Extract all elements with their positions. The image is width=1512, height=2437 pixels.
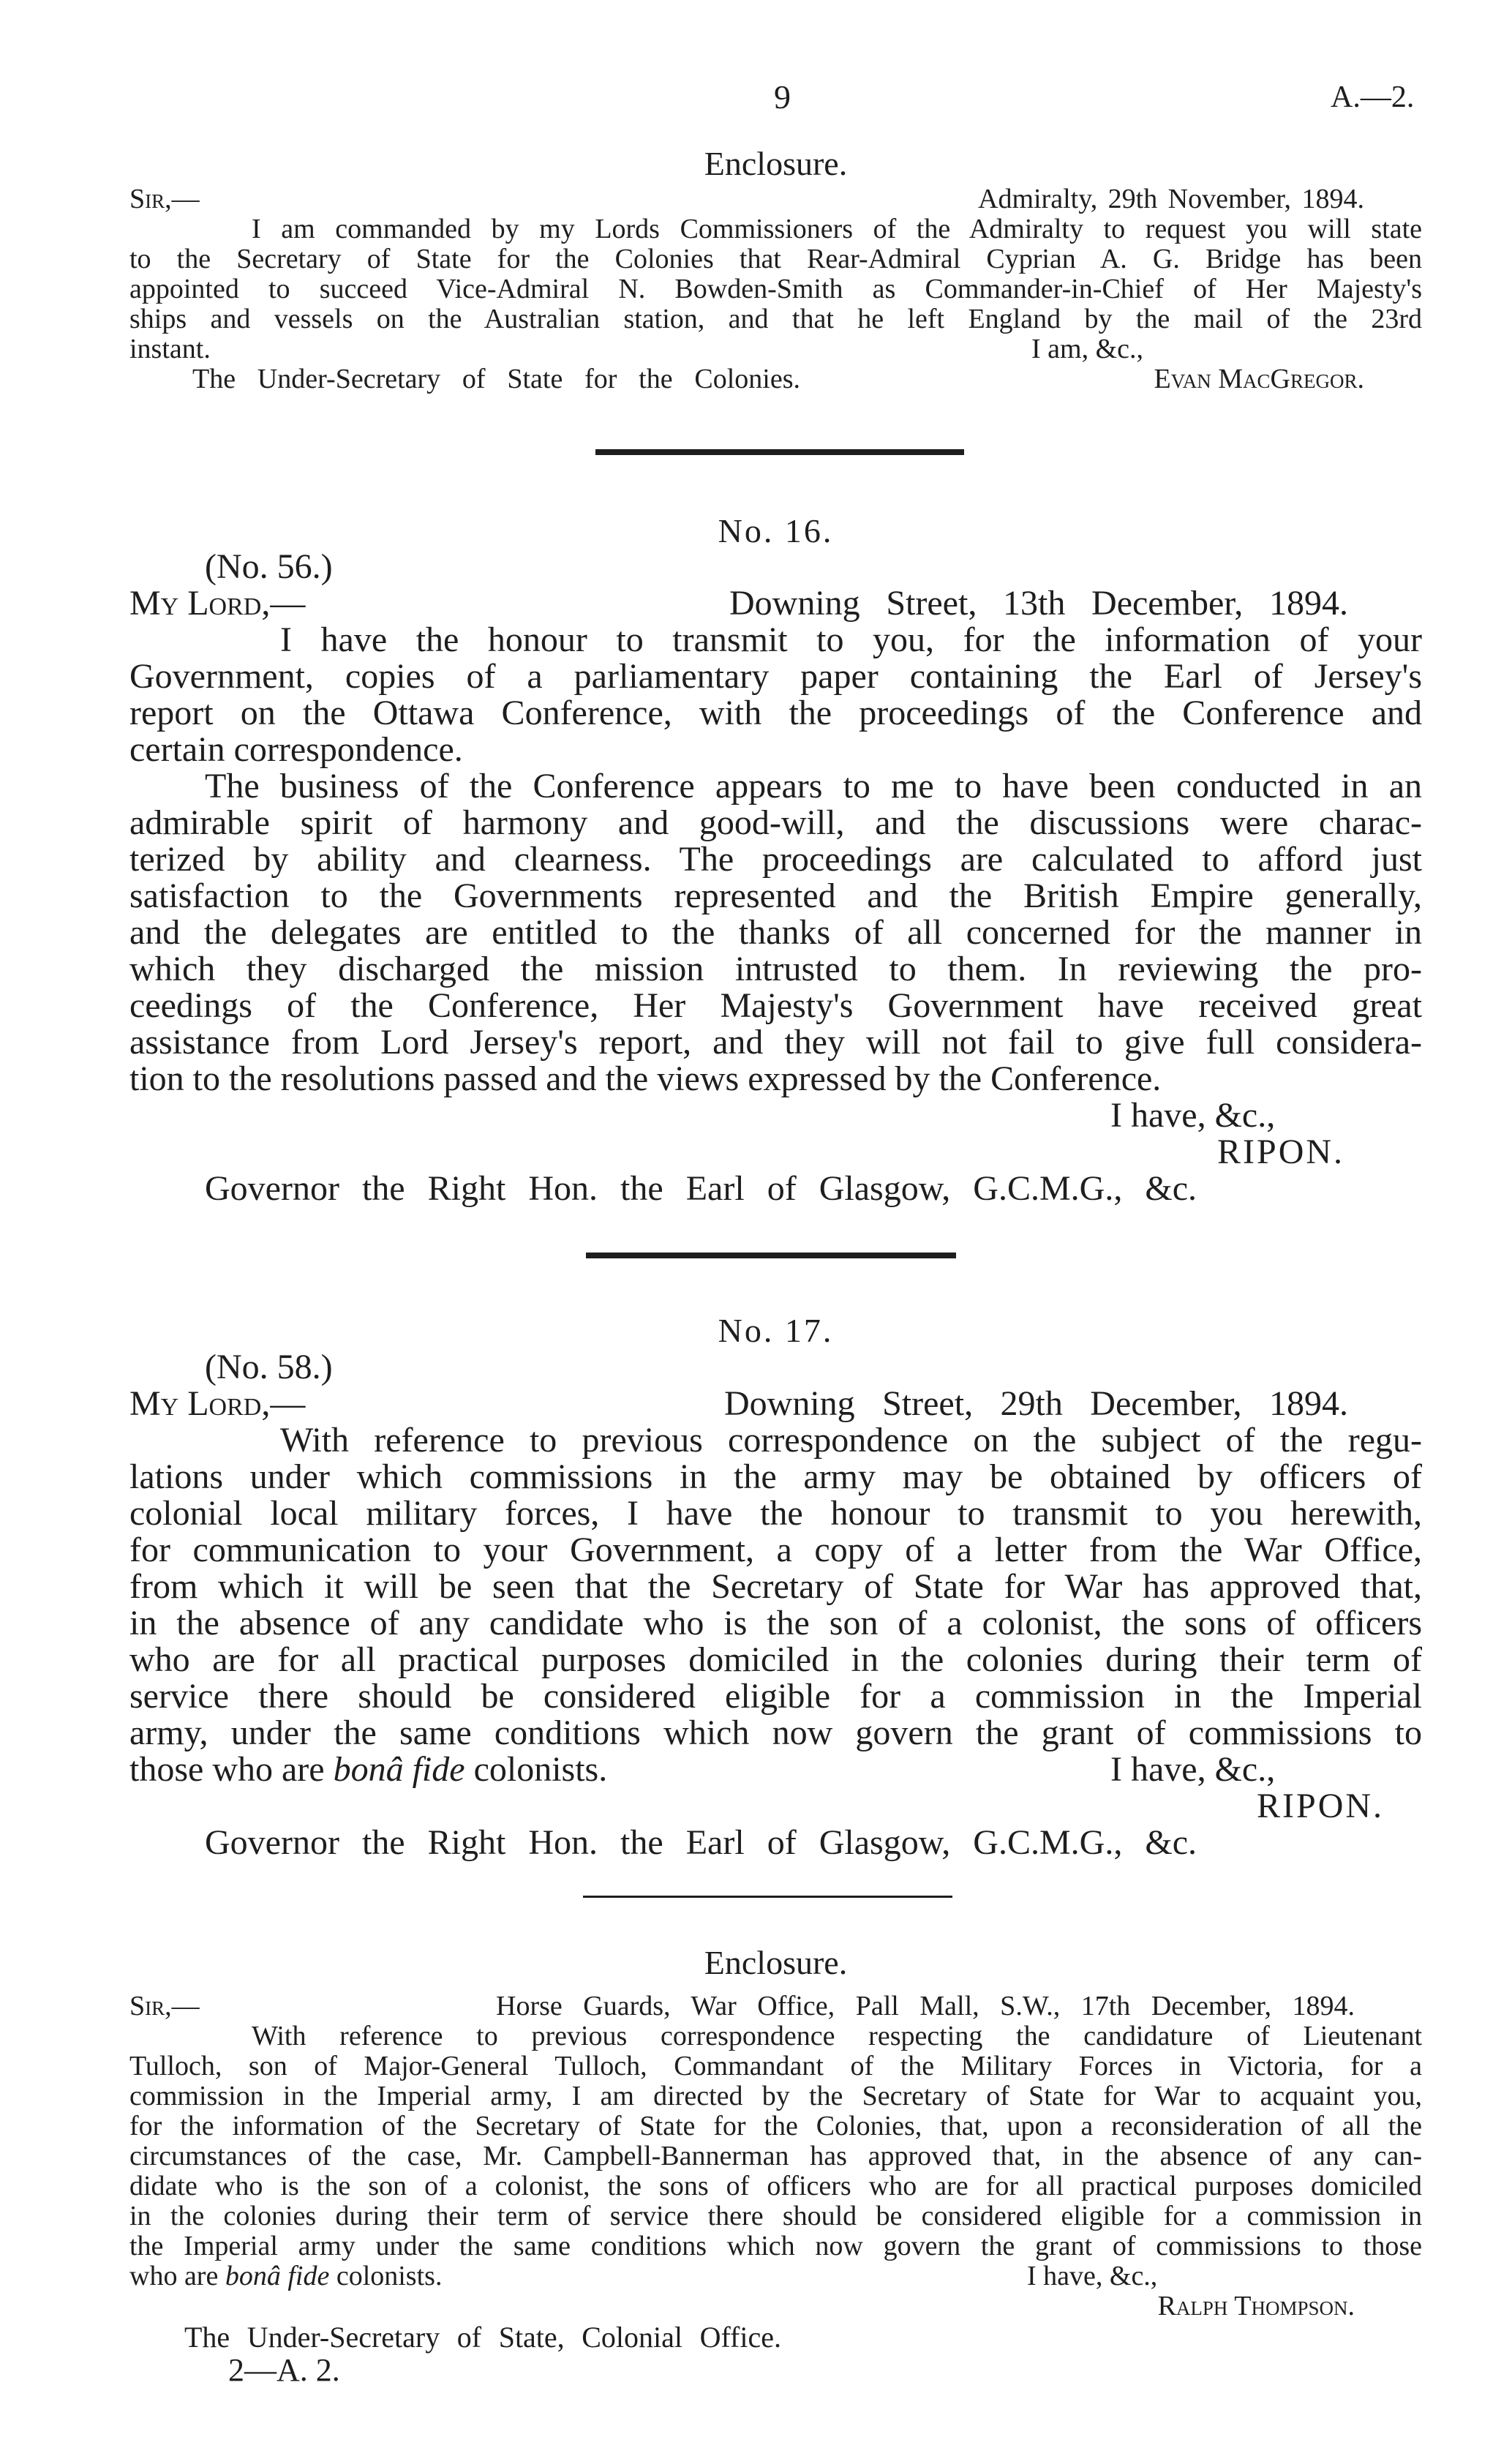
addressee: Governor the Right Hon. the Earl of Glasgow, G.C.M.G., &c.: [205, 1169, 1197, 1208]
body-line: from which it will be seen that the Secretary of State for War has approved that,: [129, 1567, 1422, 1606]
body-line: ceedings of the Conference, Her Majesty's Government have received great: [129, 986, 1422, 1025]
signature: RIPON.: [1217, 1133, 1345, 1171]
signature-row: [129, 1788, 1422, 1825]
signature-row: [129, 1134, 1422, 1171]
body-line: report on the Ottawa Conference, with the proceedings of the Conference and: [129, 694, 1422, 732]
addressee: Governor the Right Hon. the Earl of Glasgow, G.C.M.G., &c.: [205, 1823, 1197, 1862]
addressee-row: [129, 1825, 1422, 1861]
body-line: commission in the Imperial army, I am directed by the Secretary of State for War to acquaint you,: [129, 2081, 1422, 2111]
body-line: to the Secretary of State for the Colonies that Rear-Admiral Cyprian A. G. Bridge has been: [129, 244, 1422, 274]
salutation: My Lord,—: [129, 584, 306, 623]
page-header: [0, 79, 1512, 116]
body-line: terized by ability and clearness. The proceedings are calculated to afford just: [129, 840, 1422, 879]
last-line-text: who are: [129, 2261, 225, 2291]
body-line: satisfaction to the Governments represented and the British Empire generally,: [129, 876, 1422, 915]
body-line: circumstances of the case, Mr. Campbell-Bannerman has approved that, in the absence of any can-: [129, 2141, 1422, 2171]
body-line: didate who is the son of a colonist, the sons of officers who are for all practical purposes domiciled: [129, 2171, 1422, 2201]
body-line: assistance from Lord Jersey's report, and they will not fail to give full considera-: [129, 1023, 1422, 1062]
italic-phrase: bonâ fide: [225, 2261, 330, 2291]
salutation-row: [129, 184, 1422, 214]
signature: RIPON.: [1257, 1787, 1385, 1825]
letter-number: No. 16.: [718, 512, 834, 549]
enclosure-title: Enclosure.: [704, 1944, 848, 1981]
page-number: 9: [774, 78, 791, 116]
letter-16-body: [129, 549, 1422, 1207]
body-line: admirable spirit of harmony and good-will, and the discussions were charac-: [129, 803, 1422, 842]
addressee-row: [129, 364, 1422, 394]
salutation-row: [129, 585, 1422, 622]
letter-reference: (No. 58.): [205, 1348, 333, 1386]
place-date: Admiralty, 29th November, 1894.: [978, 184, 1364, 214]
letter-17-body: [129, 1349, 1422, 1861]
body-line: service there should be considered eligible for a commission in the Imperial: [129, 1677, 1422, 1716]
document-reference: A.—2.: [1331, 80, 1415, 114]
closing-row: [129, 1751, 1422, 1788]
addressee: The Under-Secretary of State, Colonial Office.: [184, 2321, 781, 2354]
body-line: Government, copies of a parliamentary paper containing the Earl of Jersey's: [129, 657, 1422, 696]
section-divider: [595, 449, 964, 455]
last-line-text: those who are: [129, 1750, 334, 1789]
section-divider: [586, 1253, 956, 1258]
body-line: colonial local military forces, I have the honour to transmit to you herewith,: [129, 1494, 1422, 1533]
body-line: the Imperial army under the same conditions which now govern the grant of commissions to those: [129, 2231, 1422, 2261]
section-divider: [583, 1896, 952, 1898]
body-line: in the absence of any candidate who is the son of a colonist, the sons of officers: [129, 1604, 1422, 1642]
salutation: Sir,—: [129, 184, 200, 214]
enclosure-title: Enclosure.: [704, 145, 848, 182]
closing-row: [129, 1097, 1422, 1134]
body-line: ships and vessels on the Australian station, and that he left England by the mail of the 23rd: [129, 304, 1422, 334]
body-line: which they discharged the mission intrusted to them. In reviewing the pro-: [129, 950, 1422, 988]
closing-row: [129, 334, 1422, 364]
letter-reference: (No. 56.): [205, 547, 333, 586]
body-line: and the delegates are entitled to the thanks of all concerned for the manner in: [129, 913, 1422, 952]
body-line: The business of the Conference appears to me to have been conducted in an: [205, 767, 1422, 806]
closing: I have, &c.,: [1027, 2261, 1158, 2291]
body-line: who are for all practical purposes domiciled in the colonies during their term of: [129, 1640, 1422, 1679]
body-line: I am commanded by my Lords Commissioners of the Admiralty to request you will state: [252, 214, 1422, 244]
salutation-row: [129, 1386, 1422, 1422]
addressee: The Under-Secretary of State for the Colonies.: [192, 364, 800, 394]
last-line-text: colonists.: [464, 1750, 608, 1789]
printer-signature-mark: 2—A. 2.: [228, 2352, 340, 2388]
signature-row: [129, 2291, 1422, 2321]
letter-number: No. 17.: [718, 1312, 834, 1349]
body-line: in the colonies during their term of service there should be considered eligible for a commission in: [129, 2201, 1422, 2231]
italic-phrase: bonâ fide: [333, 1750, 465, 1789]
body-line: for the information of the Secretary of State for the Colonies, that, upon a reconsideration of all the: [129, 2111, 1422, 2141]
salutation-row: [129, 1991, 1422, 2021]
place-date: Downing Street, 13th December, 1894.: [729, 584, 1348, 623]
signature: Evan MacGregor.: [1154, 364, 1364, 394]
closing: I am, &c.,: [1031, 334, 1144, 364]
enclosure-1-body: [129, 184, 1422, 394]
body-line: With reference to previous correspondence on the subject of the regu-: [280, 1421, 1422, 1460]
body-line: With reference to previous correspondence respecting the candidature of Lieutenant: [252, 2021, 1422, 2051]
body-line: for communication to your Government, a copy of a letter from the War Office,: [129, 1531, 1422, 1569]
last-line-text: colonists.: [329, 2261, 443, 2291]
closing: I have, &c.,: [1110, 1096, 1276, 1135]
body-line: certain correspondence.: [129, 730, 463, 769]
body-line: lations under which commissions in the army may be obtained by officers of: [129, 1457, 1422, 1496]
addressee-row: [129, 1171, 1422, 1207]
body-line: Tulloch, son of Major-General Tulloch, Commandant of the Military Forces in Victoria, for a: [129, 2051, 1422, 2081]
body-line: instant.: [129, 334, 211, 364]
body-line: tion to the resolutions passed and the views expressed by the Conference.: [129, 1059, 1162, 1098]
body-line: appointed to succeed Vice-Admiral N. Bowden-Smith as Commander-in-Chief of Her Majesty's: [129, 274, 1422, 304]
body-line: I have the honour to transmit to you, for the information of your: [280, 620, 1422, 659]
enclosure-2-body: [129, 1991, 1422, 2321]
body-line: army, under the same conditions which now govern the grant of commissions to: [129, 1713, 1422, 1752]
place-date: Horse Guards, War Office, Pall Mall, S.W., 17th December, 1894.: [496, 1991, 1355, 2021]
closing: I have, &c.,: [1110, 1750, 1276, 1789]
salutation: Sir,—: [129, 1991, 200, 2021]
signature: Ralph Thompson.: [1157, 2291, 1355, 2321]
closing-row: [129, 2261, 1422, 2291]
salutation: My Lord,—: [129, 1384, 306, 1423]
place-date: Downing Street, 29th December, 1894.: [724, 1384, 1348, 1423]
